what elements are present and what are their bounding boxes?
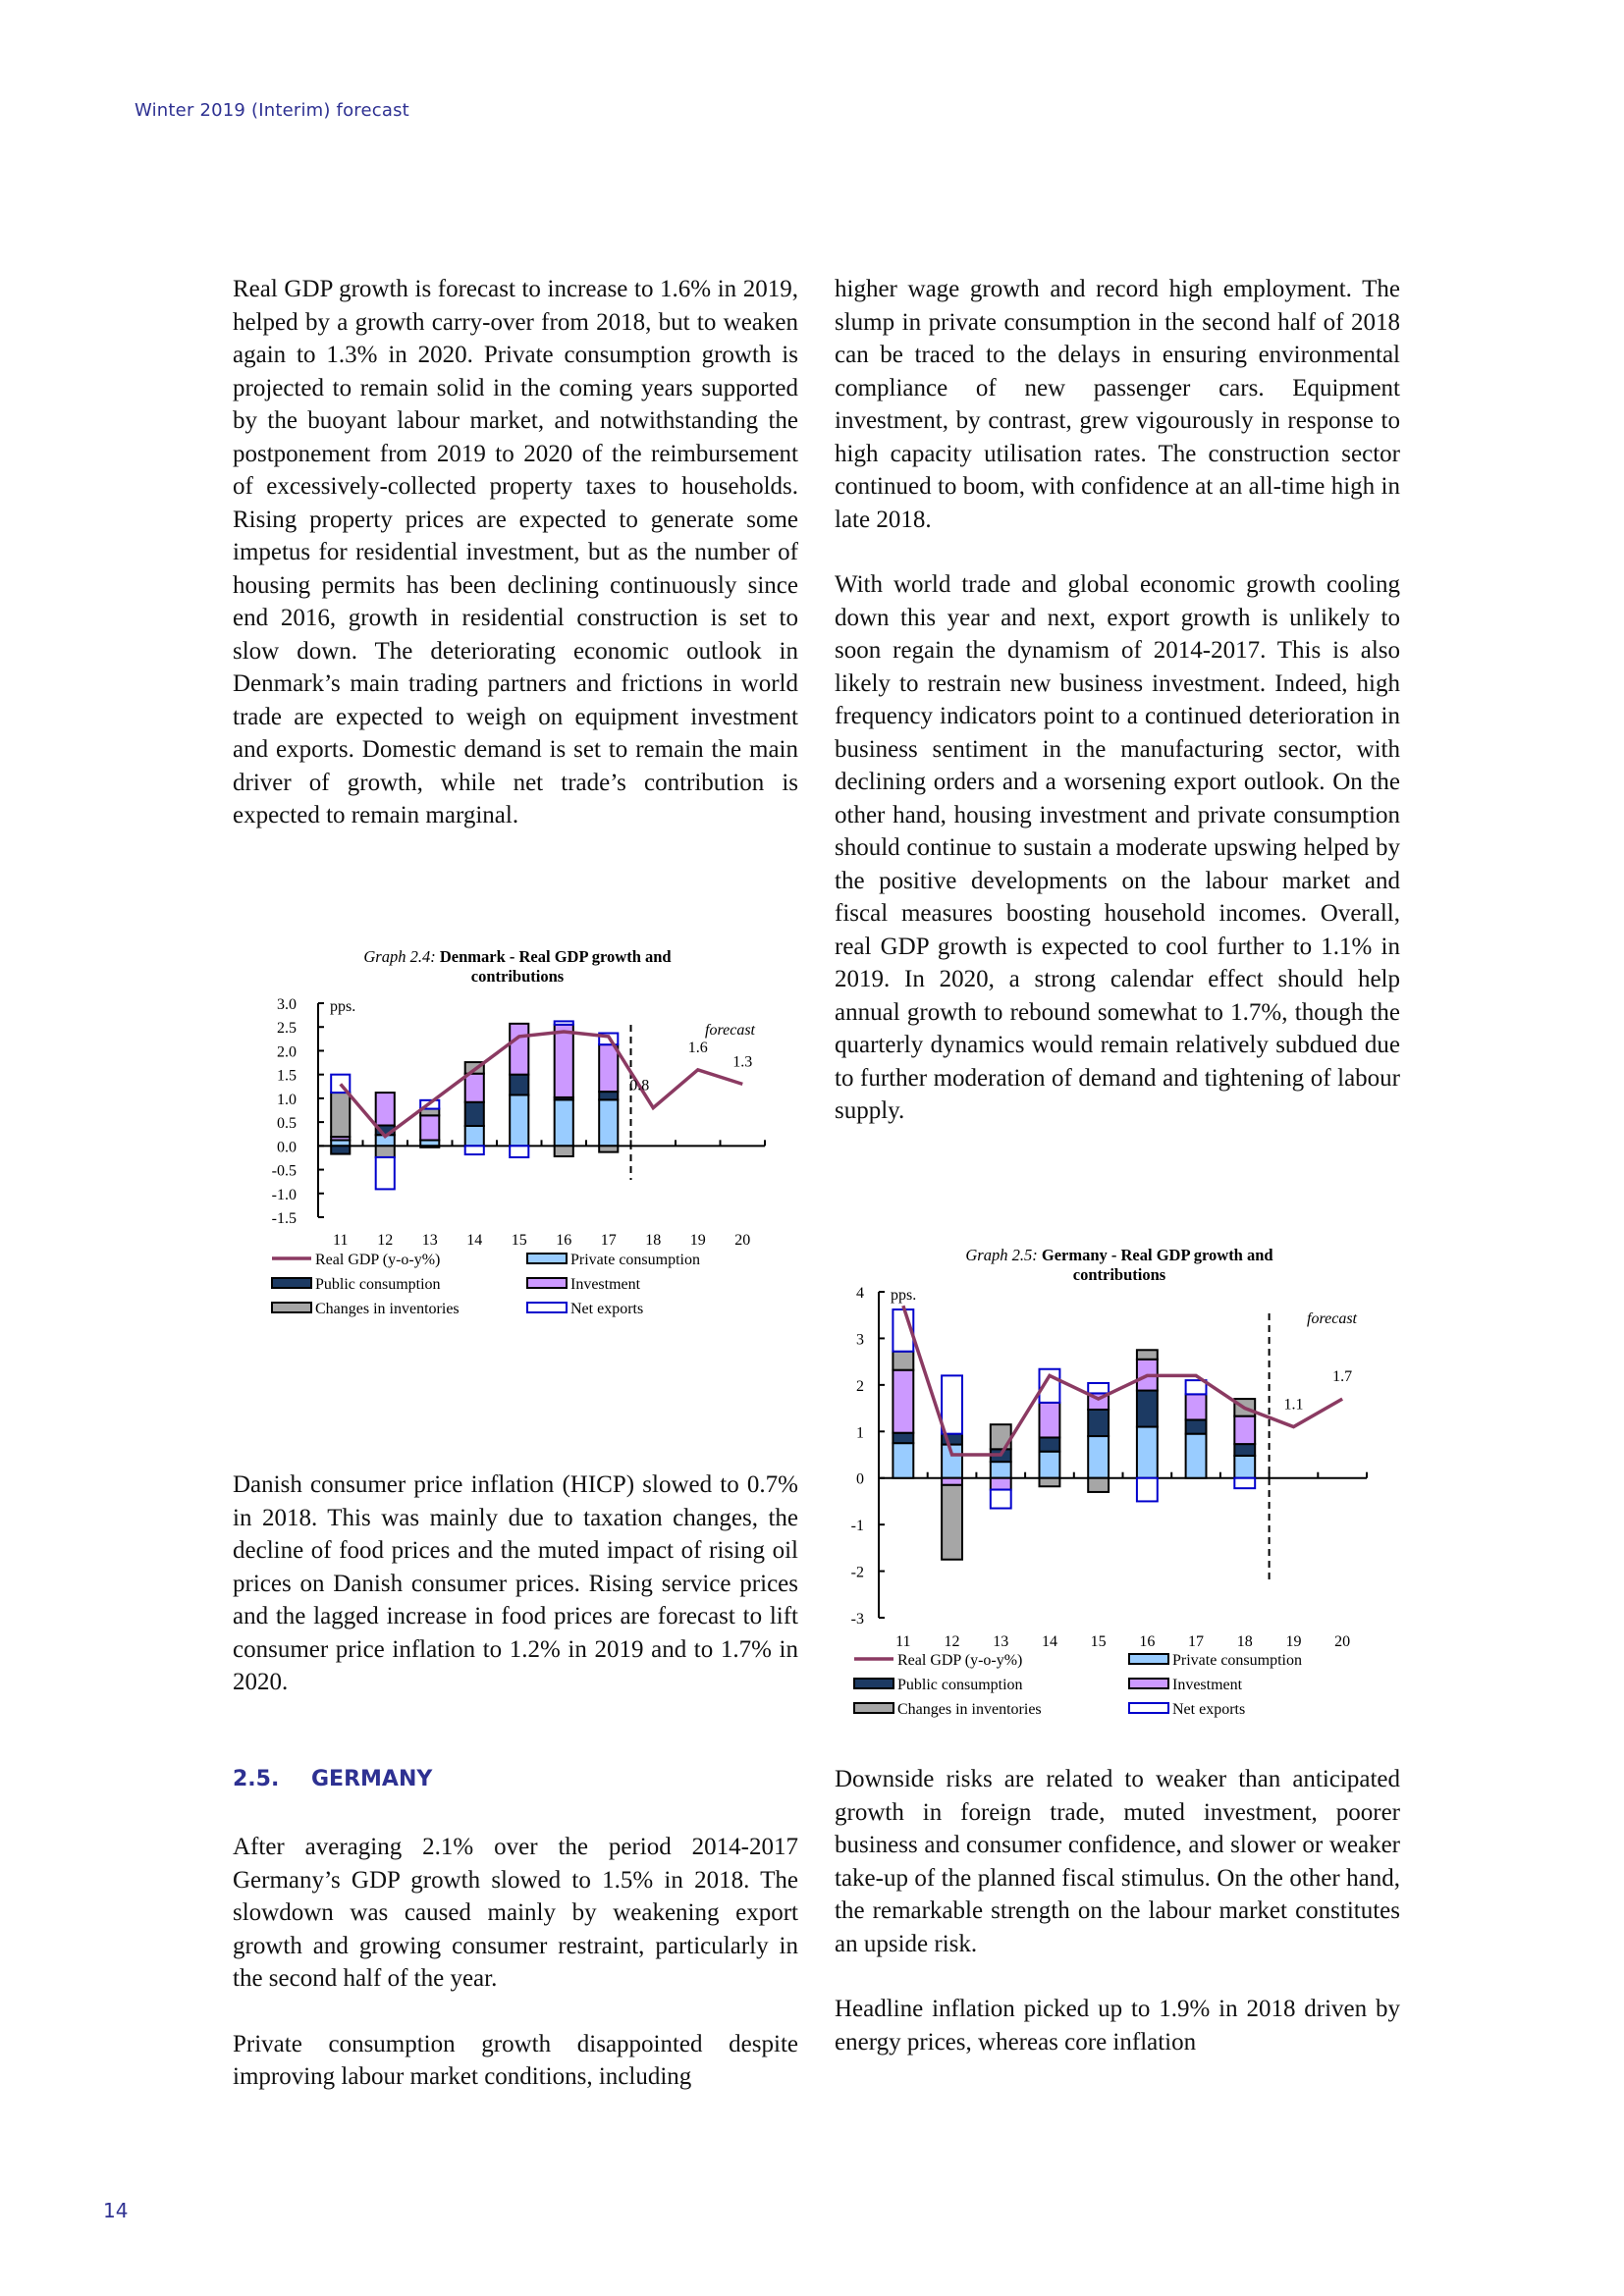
bar-segment-net-exports <box>510 1146 528 1157</box>
x-tick-label: 11 <box>333 1232 349 1249</box>
paragraph-germany-outlook: With world trade and global economic growth cooling down this year and next, export growth is unlikely to soon regain the dynamism of 2014-2017. This is also likely to restrain new business investment. Indeed, high frequency indicators point to a continued deterioration in business sentiment in the manufacturing sector, with declining orders and a worsening export outlook. On the other hand, housing investment and private consumption should continue to sustain a moderate upswing helped by the positive developments on the labour market and fiscal measures boosting household incomes. Overall, real GDP growth is expected to cool further to 1.1% in 2019. In 2020, a strong calendar effect should help annual growth to rebound somewhat to 1.7%, though the quarterly dynamics would remain relatively subdued due to further moderation of demand and tightening of labour supply. <box>835 571 1400 1124</box>
bar-segment-public-consumption <box>331 1146 350 1153</box>
bar-segment-public-consumption <box>420 1146 439 1147</box>
y-tick-label: -1 <box>850 1518 864 1535</box>
y-tick-label: 2 <box>856 1377 864 1395</box>
x-tick-label: 18 <box>1236 1633 1253 1650</box>
data-label: 1.7 <box>1332 1368 1353 1386</box>
y-tick-label: -1.0 <box>271 1186 297 1203</box>
y-tick-label: 1 <box>856 1424 864 1442</box>
bar-segment-private-consumption <box>510 1095 528 1146</box>
chart-title-line2: contributions <box>1072 1265 1166 1284</box>
legend-label: Investment <box>1172 1677 1243 1693</box>
y-tick-label: 1.5 <box>277 1067 297 1085</box>
data-label: 0.8 <box>629 1077 650 1095</box>
bar-segment-investment <box>942 1478 962 1485</box>
x-tick-label: 15 <box>511 1232 527 1249</box>
bar-segment-investment <box>465 1074 484 1102</box>
forecast-label: forecast <box>1307 1310 1357 1327</box>
x-tick-label: 13 <box>993 1633 1009 1650</box>
legend-swatch-pub <box>854 1679 893 1688</box>
running-header-title: Winter 2019 (Interim) forecast <box>135 100 409 121</box>
paragraph-germany-risks: Downside risks are related to weaker than anticipated growth in foreign trade, muted investment, poorer business and consumer confidence, and slower or weaker take-up of the planned fiscal stimulus. On the other hand, the remarkable strength on the labour market constitutes an upside risk. <box>835 1766 1400 1957</box>
legend-label: Public consumption <box>315 1276 441 1293</box>
bar-segment-public-consumption <box>599 1092 618 1099</box>
y-tick-label: 4 <box>856 1285 864 1302</box>
bar-segment-investment <box>991 1478 1011 1490</box>
chart-title <box>363 947 671 966</box>
x-tick-label: 14 <box>466 1232 483 1249</box>
y-tick-label: 1.0 <box>277 1091 297 1108</box>
right-column-top <box>835 273 1400 1128</box>
legend-swatch-stk <box>854 1703 893 1713</box>
x-tick-label: 20 <box>1334 1633 1351 1650</box>
bar-segment-net-exports <box>1088 1383 1109 1393</box>
bar-segment-investment <box>1234 1416 1255 1444</box>
y-tick-label: 0 <box>856 1470 864 1488</box>
x-tick-label: 11 <box>895 1633 911 1650</box>
section-heading-germany <box>233 1767 798 1791</box>
graph-denmark-gdp <box>233 933 802 1443</box>
left-column-top <box>233 273 798 832</box>
y-axis-unit-label: pps. <box>330 998 356 1015</box>
section-title: GERMANY <box>311 1767 433 1791</box>
bar-segment-investment <box>420 1115 439 1140</box>
x-tick-label: 15 <box>1090 1633 1107 1650</box>
legend-swatch-inv <box>1129 1679 1168 1688</box>
legend-label: Private consumption <box>1172 1652 1302 1669</box>
bar-segment-net-exports <box>1234 1478 1255 1488</box>
chart-title-line2: contributions <box>470 967 565 986</box>
bar-segment-public-consumption <box>1040 1437 1060 1451</box>
bar-segment-inventories <box>599 1146 618 1151</box>
bar-segment-private-consumption <box>1234 1456 1255 1478</box>
legend-swatch-pc <box>527 1254 567 1263</box>
legend-swatch-stk <box>272 1303 311 1312</box>
bar-segment-public-consumption <box>893 1433 913 1443</box>
legend-label: Net exports <box>1172 1701 1246 1718</box>
x-tick-label: 12 <box>944 1633 960 1650</box>
legend-label: Changes in inventories <box>897 1701 1042 1718</box>
y-tick-label: 2.0 <box>277 1043 297 1061</box>
bar-segment-public-consumption <box>510 1075 528 1095</box>
paragraph-germany-growth: After averaging 2.1% over the period 2014-2017 Germany’s GDP growth slowed to 1.5% in 2018. The slowdown was caused mainly by weakening export growth and growing consumer restraint, particularly in the second half of the year. <box>233 1834 798 1992</box>
legend-swatch-inv <box>527 1278 567 1288</box>
x-tick-label: 12 <box>377 1232 394 1249</box>
legend-label: Investment <box>570 1276 641 1293</box>
bar-segment-investment <box>1040 1403 1060 1438</box>
legend-swatch-pc <box>1129 1654 1168 1664</box>
graph-germany-gdp <box>835 1239 1404 1749</box>
left-column-inflation <box>233 1468 798 1699</box>
legend-label: Net exports <box>570 1301 644 1317</box>
bar-segment-private-consumption <box>599 1099 618 1146</box>
data-label: 1.3 <box>732 1053 753 1071</box>
legend-label: Changes in inventories <box>315 1301 460 1317</box>
bar-segment-inventories <box>942 1485 962 1560</box>
bar-segment-net-exports <box>991 1490 1011 1509</box>
bar-segment-net-exports <box>465 1146 484 1154</box>
paragraph-denmark-outlook: Real GDP growth is forecast to increase to 1.6% in 2019, helped by a growth carry-over from 2018, but to weaken again to 1.3% in 2020. Private consumption growth is projected to remain solid in the coming years supported by the buoyant labour market, and notwithstanding the postponement from 2019 to 2020 of the reimbursement of excessively-collected property taxes to households. Rising property prices are expected to generate some impetus for residential investment, but as the number of housing permits has been declining continuously since end 2016, growth in residential construction is set to slow down. The deteriorating economic outlook in Denmark’s main trading partners and frictions in world trade are expected to weigh on equipment investment and exports. Domestic demand is set to remain the main driver of growth, while net trade’s contribution is expected to remain marginal. <box>233 276 798 828</box>
bar-segment-public-consumption <box>1137 1391 1158 1427</box>
bar-segment-inventories <box>376 1146 395 1157</box>
bar-segment-inventories <box>1137 1350 1158 1359</box>
bar-segment-investment <box>893 1370 913 1433</box>
page-number: 14 <box>103 2199 129 2222</box>
bar-segment-net-exports <box>1137 1478 1158 1502</box>
x-tick-label: 19 <box>1285 1633 1302 1650</box>
x-tick-label: 14 <box>1041 1633 1057 1650</box>
y-tick-label: -2 <box>850 1564 864 1581</box>
bar-segment-private-consumption <box>991 1462 1011 1478</box>
legend-label: Public consumption <box>897 1677 1023 1693</box>
y-tick-label: -3 <box>850 1611 864 1628</box>
y-tick-label: 3.0 <box>277 996 297 1013</box>
bar-segment-public-consumption <box>465 1102 484 1126</box>
x-tick-label: 16 <box>1139 1633 1156 1650</box>
y-tick-label: 3 <box>856 1331 864 1349</box>
bar-segment-inventories <box>331 1093 350 1137</box>
chart-svg <box>835 1239 1404 1749</box>
x-tick-label: 17 <box>600 1232 617 1249</box>
paragraph-germany-inflation: Headline inflation picked up to 1.9% in 2018 driven by energy prices, whereas core inflation <box>835 1996 1400 2056</box>
legend-label: Private consumption <box>570 1252 700 1268</box>
paragraph-germany-wages: higher wage growth and record high employment. The slump in private consumption in the second half of 2018 can be traced to the delays in ensuring environmental compliance of new passenger cars. Equipment investment, by contrast, grew vigourously in response to high capacity utilisation rates. The construction sector continued to boom, with confidence at an all-time high in late 2018. <box>835 276 1400 533</box>
x-tick-label: 16 <box>556 1232 572 1249</box>
y-tick-label: 0.5 <box>277 1115 297 1133</box>
bar-segment-public-consumption <box>1186 1419 1207 1433</box>
bar-segment-investment <box>555 1025 573 1097</box>
paragraph-denmark-inflation: Danish consumer price inflation (HICP) slowed to 0.7% in 2018. This was mainly due to taxation changes, the decline of food prices and the muted impact of rising oil prices on Danish consumer prices. Rising service prices and the lagged increase in food prices are forecast to lift consumer price inflation to 1.2% in 2019 and to 1.7% in 2020. <box>233 1471 798 1695</box>
bar-segment-inventories <box>1088 1478 1109 1492</box>
x-tick-label: 17 <box>1188 1633 1205 1650</box>
data-label: 1.1 <box>1283 1396 1304 1414</box>
bar-segment-private-consumption <box>1137 1427 1158 1478</box>
bar-segment-net-exports <box>376 1157 395 1189</box>
legend-swatch-nx <box>527 1303 567 1312</box>
bar-segment-private-consumption <box>1186 1434 1207 1478</box>
chart-title-line1: Germany - Real GDP growth and <box>1041 1246 1273 1264</box>
bar-segment-public-consumption <box>1088 1410 1109 1436</box>
bar-segment-net-exports <box>942 1375 962 1433</box>
paragraph-germany-consumption: Private consumption growth disappointed despite improving labour market conditions, including <box>233 2030 798 2090</box>
forecast-label: forecast <box>705 1022 755 1039</box>
bar-segment-investment <box>1186 1394 1207 1419</box>
section-number: 2.5. <box>233 1767 280 1791</box>
bar-segment-investment <box>376 1093 395 1125</box>
left-column-germany <box>233 1831 798 2094</box>
y-tick-label: 2.5 <box>277 1020 297 1038</box>
x-tick-label: 19 <box>689 1232 706 1249</box>
y-tick-label: 0.0 <box>277 1139 297 1156</box>
bar-segment-inventories <box>555 1146 573 1156</box>
x-tick-label: 13 <box>421 1232 438 1249</box>
gdp-line <box>903 1306 1342 1455</box>
bar-segment-investment <box>510 1024 528 1075</box>
legend-swatch-nx <box>1129 1703 1168 1713</box>
x-tick-label: 20 <box>734 1232 751 1249</box>
chart-title-prefix: Graph 2.4: <box>363 947 440 966</box>
chart-svg <box>233 933 802 1443</box>
bar-segment-private-consumption <box>1088 1436 1109 1478</box>
bar-segment-private-consumption <box>1040 1452 1060 1478</box>
bar-segment-private-consumption <box>893 1443 913 1478</box>
y-tick-label: -1.5 <box>271 1210 297 1227</box>
legend-label: Real GDP (y-o-y%) <box>315 1252 441 1268</box>
right-column-bottom <box>835 1763 1400 2058</box>
bar-segment-private-consumption <box>465 1126 484 1146</box>
bar-segment-inventories <box>893 1352 913 1370</box>
legend-swatch-pub <box>272 1278 311 1288</box>
bar-segment-net-exports <box>555 1021 573 1024</box>
x-tick-label: 18 <box>645 1232 662 1249</box>
bar-segment-public-consumption <box>1234 1444 1255 1456</box>
chart-title-line1: Denmark - Real GDP growth and <box>439 947 672 966</box>
data-label: 1.6 <box>687 1039 708 1056</box>
gdp-line <box>341 1032 743 1137</box>
y-tick-label: -0.5 <box>271 1162 297 1180</box>
y-axis-unit-label: pps. <box>891 1287 917 1304</box>
bar-segment-investment <box>599 1044 618 1092</box>
legend-label: Real GDP (y-o-y%) <box>897 1652 1023 1669</box>
bar-segment-private-consumption <box>555 1099 573 1146</box>
chart-title <box>965 1246 1272 1264</box>
chart-title-prefix: Graph 2.5: <box>965 1246 1042 1264</box>
bar-segment-inventories <box>1040 1478 1060 1487</box>
